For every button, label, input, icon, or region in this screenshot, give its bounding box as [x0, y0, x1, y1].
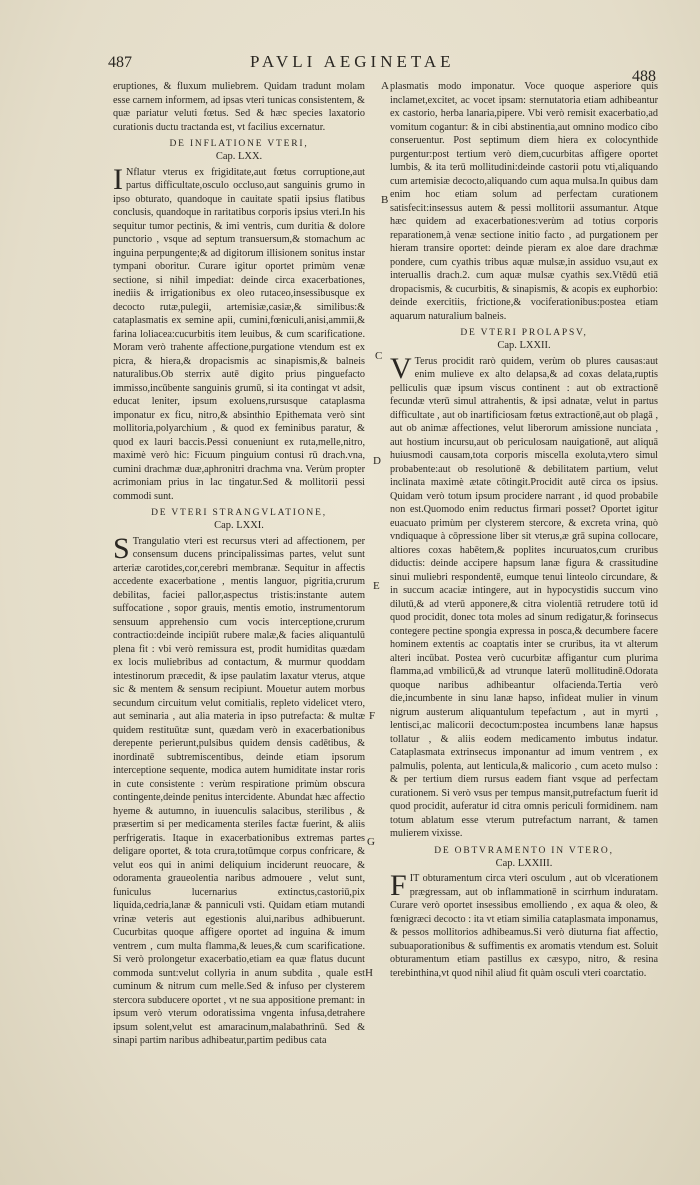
section-text-inflatione: Nflatur vterus ex frigiditate,aut fœtus corruptione,aut partus difficultate,osculo occluso,aut sanguinis grumo in ipso obturato, quandoque in cauitate spatii ipsius flatibus conclusis, quandoque in raritatibus corporis ipsius vteri.In his sequitur tumor pectinis, & imi ventris, cum duritia & dolore punctorio , vsque ad septum transuersum,& stomachum ac inguina perpungente;& ad digitorum illisionem sonitus instar tympani oboritur. Curare igitur oportet primùm venæ sectione, si nihil impediat: deinde circa exacerbationes, inediis & irrigationibus ex oleo rutaceo,insessibusque ex decocto rutæ,pulegii, artemisiæ,casiæ,& similibus:& cataplasmatis ex semine apii, cumini,fœniculi,anisi,ammii,& farina loliacea:cucurbitis item leuibus, & cum scarificatione. Moram verò trahente affectione,purgatione vtendum est ex picra, & hiera,& dropacismis ac sinapismis,& balneis naturalibus.Ob sterrix autē digito prius pinguefacto immisso,incūbente sanguinis grumū, si ita contingat vt adsit, educat leniter, ipsum exoluens,rursusque cataplasma imponatur ex ficu, nitro,& absinthio Epithemata verò sint mollitoria,polyarchium , & quod ex feminibus paratur, & quod ex lauri baccis.Pessi conueniunt ex ruta,melle,nitro, maximè verò hic: Ficuum pinguium contusi rū drach.vna, cumini drachmæ duæ,aphronitri drachma vna. Verùm propter acrimoniam prius in lac tingatur.Sed & mollitorii pessi commodi sunt. — [113, 166, 365, 502]
margin-letter-B: B — [381, 194, 389, 206]
margin-letter-D: D — [373, 455, 381, 467]
section-text-obturamento: IT obturamentum circa vteri osculum , aut ob vlcerationem prægressam, aut ob inflammationē in scirrhum induratam. Curare verò oportet insessibus emolliendo , ex aqua & oleo, & fœnigræci decocto : ita vt etiam similia cataplasmata imponamus, & pessos mollitorios adhibeamus.Si verò diuturna fiat affectio, subuaporationibus & suffimentis ex aromatis vtendum est. Soluit obturamentum etiam pastillus ex cæsypo, nitro, & resina terebinthina,vt quod nihil aliud fit quàm osculi vteri coarctatio. — [390, 873, 658, 979]
margin-letter-H: H — [365, 967, 373, 979]
section-body-prolapsu — [390, 351, 658, 841]
right-continuation-paragraph: plasmatis modo imponatur. Voce quoque asperiore quis inclamet,excitet, ac vocet ipsam: sternutatoria etiam adhibeantur ex castorio, herba lanaria,pipere. Vbi verò remisit exacerbatio,ad vomitum cogantur: & in cibi abstinentia,aut omnino modico cibo conseruentur. Post septimum diem hiera ex colocynthide purgentur:post tertium verò diem,cucurbitas affigere oportet lumbis, & ita terū mollitudini:deinde castorii potu vti,aliquando cum artemisiæ decocto,aliquando cum aqua mulsa.In quibus dam enim hoc etiam solum ad perfectam curationem satisfecit:insessus autem & pessi mollitorii assumantur. Atque hæc quidem ad exacerbationes:verùm ad totius corporis reparationem,à venæ sectione initio facto , ad purgationem per hieram transire oportet: deinde pieram ex aloe dare drachmæ pondere, cum cyathis tribus aquæ mulsæ,in assiduo vsu,aut ex interuallis drach.2. cum aquæ mulsæ cyathis sex.Vtēdū etiā dropacismis, & cucurbitis, & sinapismis, & acopis ex euphorbio: deinde exercitiis, frictione,& vociferationibus:postea etiam aquarum naturalium balneis. — [390, 81, 658, 322]
section-title-strangulatione: DE VTERI STRANGVLATIONE, — [151, 508, 327, 518]
left-continuation-paragraph: eruptiones, & fluxum muliebrem. Quidam tradunt molam esse carnem informem, ad ipsas vteri tunicas consistentem, & quæ pariatur veluti fœtus. Sed & hæc species laxatorio curationis ductu tractanda est, vt facilius excernatur. — [113, 81, 365, 133]
section-body-obturamento — [390, 869, 658, 980]
page-number-right: 488 — [632, 68, 656, 85]
section-text-prolapsu: Terus procidit rarò quidem, verùm ob plures causas:aut enim mulieve ex alto delapsa,& ad coxas delata,ruptis pelliculis quæ ipsum viscus continent : aut ob extractionē fecundæ vterū simul attrahentis, & ipsi adnatæ, velut in partus difficultate , aut ob inartificiosam fœtus extractionē,aut ob plagā , aut ob animæ affectiones, velut liberorum amissione nunciata , aut hostium incursu,aut ob periculosam nauigationē, aut aliquā huiusmodi causam,tota corporis miscella exoluta,vtero simul probabente:aut ob resolutionē & debilitatem partium, velut inclinata maximè ætate cōtingit.Procidit autē circa os ipsius. Quidam verò totum ipsum procidere narrant , id quod probabile non est.Quomodo enim reductus firmari posset? Oportet igitur euacuato primùm per clysterem stercore, & excreta vrina, quò vndiquaque à cōpressione liber sit vterus,æ grā supina collocare, altiores coxas habētem,& poplites incuruatos,cum cruribus diductis: deinde accipere hapsum lanæ figura & crassitudine sinui muliebri respondentē, eumque tenui linteolo circundare, & in succum acaciæ intingere, aut in hypocystidis succum vino dilutū,& ad vterū apponere,& citra violentiā retrudere totū id quod procidit, donec tota moles ad sinum redigatur,& forinsecus contegere pectine spongia expressa in posca,& decumbere facere hominem extentis ac coaptatis inter se cruribus, ita vt alterum alteri incūbat. Postea verò cucurbitæ affigantur cum plurima flamma,ad vmbilicū,& ad vtrunque laterū mollitudinē.Odorata quoque naribus adhibeantur olfacienda.Tertia verò die,incumbente in sinu lanæ hapso, infideat mulier in vinum nigrum austerum aliquantulum tepefactum , aut in myrti , lentisci,ac malicorii decoctum:postea incumbens lanæ hapsus tollatur , & aliis eodem medicamento imbutus indatur. Cataplasmata extrinsecus imponantur ad imum ventrem , ex palmulis, polenta, aut lenticula,& malicorio , cum aceto mulso : & per tertium diem rursus eadem fiant vsque ad perfectam curationem. Si verò vsus per tempus mansit,putrefactum fuerit id quod procidit, auferatur id citra omnis periculi formidinem. nam totum ablatum esse vterum putrefactum narrant, & tamen mulierem vixisse. — [390, 355, 658, 839]
margin-letter-E: E — [373, 580, 380, 592]
page-number-left: 487 — [108, 54, 132, 71]
margin-letter-G: G — [367, 836, 375, 848]
page-header — [100, 50, 660, 85]
running-head: PAVLI AEGINETAE — [250, 52, 455, 71]
left-column — [113, 80, 365, 1048]
section-title-inflatione: DE INFLATIONE VTERI, — [169, 139, 309, 149]
drop-cap-V: V — [390, 351, 412, 385]
chapter-label-71: Cap. LXXI. — [214, 520, 264, 531]
section-text-strangulatione: Trangulatio vteri est recursus vteri ad affectionem, per consensum ducens principalissimas partes, velut sunt arteriæ carotides,cor,cerebri membranæ. Sequitur in affectis accedente exacerbatione , mentis languor, pigritia,crurum debilitas, faciei pallor,aspectus tristis:instante autem suffocatione , sopor grauis, mentis emotio, instrumentorum sensuum apprehensio cum vocis interceptione,crurum contractio:deinde incipiūt rubere malæ,& facies aliquantulū plena fit : vbi verò remissura est, prodit humiditas quædam ex locis muliebribus ad contactum, & murmur quoddam intestinorum præcedit, & ipse paulatim laxatur vterus, atque sic & mentem & sensum recipiunt. Mouetur autem morbus secundum circuitum velut comitialis, repleto videlicet vtero, aut seminaria , aut alia materia in ipso putrefacta: & multæ quidem restituūtæ sunt, quædam verò in exacerbationibus derepente perierunt,pulsibus quidem densis cadētibus, & inordinatē subtremiscentibus, deinde etiam ipsorum interceptione sequente, modica autem humiditate instar roris in cute consistente : verùm respiratione primùm obscura contingente,deinde penitus intercidente. Abundat hæc affectio hyeme & autumno, in iuuenculis salacibus, sterilibus , & præsertim si per medicamenta steriles factæ fuerint, & aliis perfrigeratis. Itaque in exacerbationibus extremas partes deligare oportet, & tota crura,totūmque corpus confricare, & velut eos qui in animi deliquium inciderunt reuocare, & odoramenta graueolentia naribus admouere , velut sunt, funiculus lucernarius extinctus,castoriū,pix liquida,cedria,lanæ & panniculi vsti. Quidam etiam mutandi vrinæ veteris aut egestionis alui,naribus adhibuerunt. Cucurbitas quoque affigere oportet ad inguina & imum ventrem , cum multa flamma,& leues,& cum scarificatione. Si verò prolongetur exacerbatio,etiam ea quæ flatus ducunt commoda sunt:velut collyria in anum subdita , quale est cuminum & nitrum cum melle.Sed & infuso per clysterem stercora subducere oportet , vt ne sua appositione premant: in ipsum verò vterum odoratissima vngenta infusa,detrahere ipsum solent,velut est amaracinum,malabathrinū. Sed & sinapi partim naribus adhibeatur,partim pedibus cata — [113, 535, 365, 1046]
chapter-label-70: Cap. LXX. — [215, 151, 263, 162]
right-column — [390, 80, 658, 980]
chapter-label-72: Cap. LXXII. — [497, 340, 551, 351]
section-title-prolapsu: DE VTERI PROLAPSV, — [460, 328, 588, 338]
margin-letter-C: C — [375, 350, 383, 362]
section-body-inflatione — [113, 162, 365, 504]
drop-cap-I: I — [113, 162, 123, 196]
drop-cap-F: F — [390, 869, 407, 902]
chapter-label-73: Cap. LXXIII. — [495, 857, 553, 869]
section-title-obturamento: DE OBTVRAMENTO IN VTERO, — [434, 845, 614, 856]
margin-letter-F: F — [369, 710, 376, 722]
drop-cap-S: S — [113, 531, 130, 565]
margin-letter-A: A — [381, 80, 389, 92]
section-body-strangulatione — [113, 531, 365, 1048]
